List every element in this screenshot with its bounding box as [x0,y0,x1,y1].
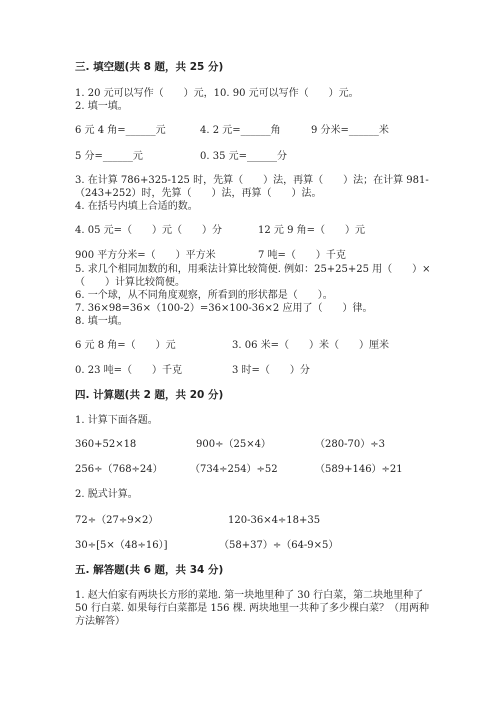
calc-item: （280-70）÷3 [315,439,385,450]
question-4-1: 1. 计算下面各题。 [75,415,158,426]
calc-item: （589+146）÷21 [315,464,403,475]
fill-blank-item: 3. 06 米=（ ）米（ ）厘米 [232,340,390,351]
question-3-2: 2. 填一填。 [75,101,128,112]
fill-blank-item: 4. 05 元=（ ）元（ ）分 [75,225,223,236]
fill-blank-item: 3 时=（ ）分 [232,365,310,376]
question-3-6: 6. 一个球，从不同角度观察，所看到的形状都是（ ）。 [75,290,333,301]
fill-blank-item: 9 分米=______米 [311,125,389,136]
section-4-title: 四. 计算题(共 2 题，共 20 分) [75,389,224,401]
calc-item: 256÷（768÷24） [75,464,163,475]
fill-blank-item: 5 分=______元 [75,151,143,162]
question-4-2: 2. 脱式计算。 [75,489,138,500]
calc-item: （734÷254）÷52 [190,464,278,475]
question-5-1-line2: 50 行白菜. 如果每行白菜都是 156 棵. 两块地里一共种了多少棵白菜？（用两种 [75,603,430,614]
question-3-5-line1: 5. 求几个相同加数的和，用乘法计算比较简便. 例如：25+25+25 用（ ）× [75,264,431,275]
question-3-8: 8. 填一填。 [75,316,128,327]
fill-blank-item: 900 平方分米=（ ）平方米 [75,250,216,261]
calc-item: 30÷[5×（48÷16）] [75,540,168,551]
calc-item: 72÷（27÷9×2） [75,515,159,526]
question-3-1: 1. 20 元可以写作（ ）元，10. 90 元可以写作（ ）元。 [75,88,359,99]
question-5-1-line3: 方法解答） [75,616,125,627]
calc-item: 120-36×4÷18+35 [228,515,321,526]
calc-item: （58+37）÷（64-9×5） [219,540,339,551]
question-3-5-line2: （ ）计算比较简便。 [75,277,185,288]
question-5-1-line1: 1. 赵大伯家有两块长方形的菜地. 第一块地里种了 30 行白菜，第二块地里种了 [75,590,424,601]
section-5-title: 五. 解答题(共 6 题，共 34 分) [75,564,224,576]
fill-blank-item: 6 元 8 角=（ ）元 [75,340,176,351]
fill-blank-item: 4. 2 元=______角 [200,125,281,136]
fill-blank-item: 7 吨=（ ）千克 [258,250,346,261]
calc-item: 900÷（25×4） [196,439,271,450]
question-3-3-line1: 3. 在计算 786+325-125 时，先算（ ）法，再算（ ）法；在计算 981- [75,175,429,186]
fill-blank-item: 6 元 4 角=______元 [75,125,166,136]
question-3-4: 4. 在括号内填上合适的数。 [75,201,198,212]
fill-blank-item: 0. 23 吨=（ ）千克 [75,365,183,376]
fill-blank-item: 0. 35 元=______分 [200,151,288,162]
fill-blank-item: 12 元 9 角=（ ）元 [258,225,366,236]
question-3-3-line2: （243+252）时，先算（ ）法，再算（ ）法。 [75,188,322,199]
question-3-7: 7. 36×98=36×（100-2）=36×100-36×2 应用了（ ）律。 [75,303,373,314]
section-3-title: 三. 填空题(共 8 题，共 25 分) [75,61,224,73]
calc-item: 360+52×18 [75,439,137,450]
